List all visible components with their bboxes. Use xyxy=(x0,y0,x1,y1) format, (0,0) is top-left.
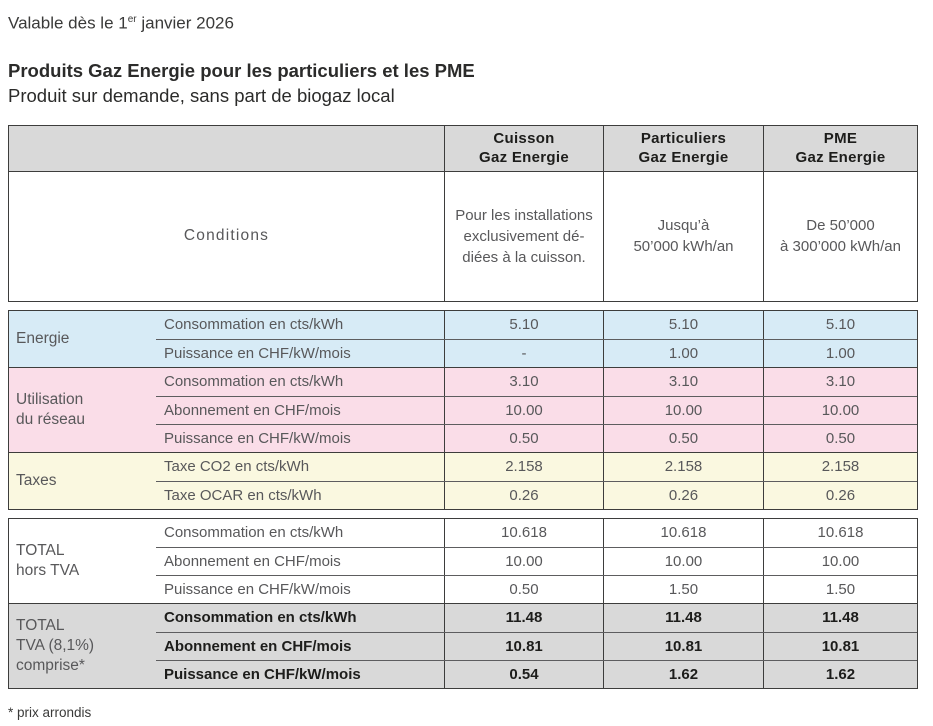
validity-prefix: Valable dès le 1 xyxy=(8,13,128,33)
section-label-line: TVA (8,1%) xyxy=(16,636,95,654)
column-header-row xyxy=(9,126,917,171)
row-label: Consommation en cts/kWh xyxy=(164,524,344,542)
column-header-pme xyxy=(763,126,917,171)
value-pme: 1.50 xyxy=(763,576,917,603)
row-label: Consommation en cts/kWh xyxy=(164,316,344,334)
value-pme: 10.81 xyxy=(763,633,917,660)
conditions-line: diées à la cuisson. xyxy=(462,248,586,266)
section-total-hors-tva xyxy=(9,519,917,603)
section-label-line: TOTAL xyxy=(16,541,65,559)
row-label: Abonnement en CHF/mois xyxy=(164,401,341,419)
column-header-line: Gaz Energie xyxy=(638,149,729,167)
value-particuliers: 10.00 xyxy=(603,397,763,424)
table-row xyxy=(156,519,917,547)
section-utilisation-du-reseau xyxy=(9,367,917,452)
table-header-block xyxy=(8,125,918,302)
row-label: Abonnement en CHF/mois xyxy=(164,552,341,570)
value-pme: 10.00 xyxy=(763,397,917,424)
value-particuliers: 10.00 xyxy=(603,548,763,575)
value-cuisson: 10.00 xyxy=(444,548,603,575)
section-total-tva-comprise xyxy=(9,603,917,688)
conditions-line: à 300’000 kWh/an xyxy=(780,238,901,256)
value-pme: 0.50 xyxy=(763,425,917,452)
table-row xyxy=(156,660,917,688)
value-particuliers: 3.10 xyxy=(603,368,763,396)
section-label-taxes xyxy=(9,453,156,509)
row-label: Puissance en CHF/kW/mois xyxy=(164,665,361,683)
table-row xyxy=(156,547,917,575)
section-label-line: Utilisation xyxy=(16,390,84,408)
validity-suffix: janvier 2026 xyxy=(136,13,234,33)
table-row xyxy=(156,311,917,339)
value-particuliers: 1.50 xyxy=(603,576,763,603)
column-header-line: Gaz Energie xyxy=(479,149,569,167)
validity-superscript: er xyxy=(127,14,137,25)
value-cuisson: 3.10 xyxy=(444,368,603,396)
section-label-line: comprise* xyxy=(16,656,85,674)
conditions-line: Jusqu’à xyxy=(657,217,710,235)
value-pme: 3.10 xyxy=(763,368,917,396)
value-particuliers: 1.62 xyxy=(603,661,763,688)
row-label: Taxe CO2 en cts/kWh xyxy=(164,458,310,476)
conditions-line: 50’000 kWh/an xyxy=(633,238,734,256)
value-pme: 5.10 xyxy=(763,311,917,339)
table-row xyxy=(156,339,917,367)
value-pme: 1.62 xyxy=(763,661,917,688)
value-cuisson: 0.50 xyxy=(444,425,603,452)
value-cuisson: 0.26 xyxy=(444,482,603,509)
price-components-block xyxy=(8,310,918,510)
row-label: Consommation en cts/kWh xyxy=(164,373,344,391)
value-particuliers: 0.50 xyxy=(603,425,763,452)
conditions-pme xyxy=(763,172,917,301)
table-row xyxy=(156,632,917,660)
value-particuliers: 2.158 xyxy=(603,453,763,481)
value-cuisson: 0.50 xyxy=(444,576,603,603)
table-gap xyxy=(8,510,918,518)
section-rows xyxy=(156,604,917,688)
value-cuisson: 5.10 xyxy=(444,311,603,339)
section-label-energie xyxy=(9,311,156,367)
column-header-line: PME xyxy=(823,130,858,148)
row-label: Abonnement en CHF/mois xyxy=(164,637,352,655)
conditions-label: Conditions xyxy=(183,227,270,245)
section-label-line: Taxes xyxy=(16,471,57,489)
value-pme: 0.26 xyxy=(763,482,917,509)
column-header-cuisson xyxy=(444,126,603,171)
value-particuliers: 5.10 xyxy=(603,311,763,339)
conditions-line: De 50’000 xyxy=(806,217,875,235)
section-label-line: Energie xyxy=(16,329,70,347)
page-subtitle: Produit sur demande, sans part de biogaz local xyxy=(8,84,395,106)
header-spacer-cell xyxy=(9,126,444,171)
totals-block xyxy=(8,518,918,689)
section-energie xyxy=(9,311,917,367)
row-label: Puissance en CHF/kW/mois xyxy=(164,580,351,598)
table-row xyxy=(156,481,917,509)
conditions-row xyxy=(9,171,917,301)
table-row xyxy=(156,604,917,632)
section-label-line: hors TVA xyxy=(16,561,80,579)
column-header-particuliers xyxy=(603,126,763,171)
price-table xyxy=(8,125,918,689)
section-rows xyxy=(156,453,917,509)
conditions-cuisson xyxy=(444,172,603,301)
page-title: Produits Gaz Energie pour les particuliers et les PME xyxy=(8,59,475,81)
conditions-particuliers xyxy=(603,172,763,301)
row-label: Taxe OCAR en cts/kWh xyxy=(164,486,322,504)
row-label: Consommation en cts/kWh xyxy=(164,609,357,627)
value-cuisson: 11.48 xyxy=(444,604,603,632)
row-label: Puissance en CHF/kW/mois xyxy=(164,429,351,447)
footnote: * prix arrondis xyxy=(8,704,92,720)
table-row xyxy=(156,368,917,396)
section-rows xyxy=(156,519,917,603)
row-label: Puissance en CHF/kW/mois xyxy=(164,344,351,362)
column-header-line: Gaz Energie xyxy=(795,149,886,167)
table-row xyxy=(156,396,917,424)
value-cuisson: 10.00 xyxy=(444,397,603,424)
section-label-line: du réseau xyxy=(16,410,85,428)
table-row xyxy=(156,453,917,481)
value-particuliers: 10.618 xyxy=(603,519,763,547)
column-header-line: Particuliers xyxy=(640,130,727,148)
validity-line xyxy=(8,9,925,35)
section-rows xyxy=(156,311,917,367)
value-particuliers: 11.48 xyxy=(603,604,763,632)
value-cuisson: 0.54 xyxy=(444,661,603,688)
table-gap xyxy=(8,302,918,310)
section-taxes xyxy=(9,452,917,509)
conditions-line: Pour les installations xyxy=(455,206,593,224)
section-label-total-hors-tva xyxy=(9,519,156,603)
value-particuliers: 10.81 xyxy=(603,633,763,660)
value-cuisson: 10.81 xyxy=(444,633,603,660)
section-label-line: TOTAL xyxy=(16,616,65,634)
section-rows xyxy=(156,368,917,452)
value-cuisson: 10.618 xyxy=(444,519,603,547)
section-label-utilisation-du-reseau xyxy=(9,368,156,452)
value-pme: 2.158 xyxy=(763,453,917,481)
table-row xyxy=(156,575,917,603)
table-row xyxy=(156,424,917,452)
value-particuliers: 1.00 xyxy=(603,340,763,367)
value-cuisson: 2.158 xyxy=(444,453,603,481)
value-pme: 10.00 xyxy=(763,548,917,575)
value-pme: 11.48 xyxy=(763,604,917,632)
conditions-line: exclusivement dé- xyxy=(463,227,585,245)
value-particuliers: 0.26 xyxy=(603,482,763,509)
section-label-total-tva-comprise xyxy=(9,604,156,688)
value-pme: 10.618 xyxy=(763,519,917,547)
value-pme: 1.00 xyxy=(763,340,917,367)
column-header-line: Cuisson xyxy=(493,130,555,148)
value-cuisson: - xyxy=(444,340,603,367)
